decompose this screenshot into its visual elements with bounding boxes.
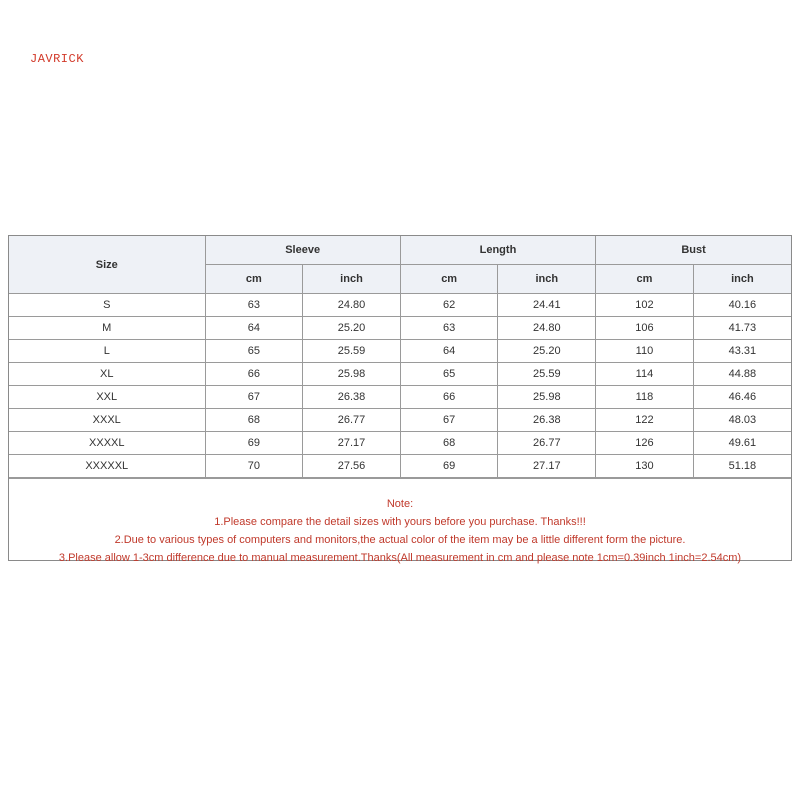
measurement-cell: 126 [596,432,694,455]
measurement-cell: 67 [205,386,303,409]
size-cell: M [9,317,205,340]
brand-watermark: JAVRICK [30,52,84,66]
measurement-cell: 24.41 [498,294,596,317]
table-row [9,386,791,409]
measurement-cell: 41.73 [693,317,791,340]
measurement-cell: 26.77 [303,409,401,432]
measurement-cell: 24.80 [303,294,401,317]
measurement-cell: 63 [205,294,303,317]
measurement-cell: 118 [596,386,694,409]
size-cell: XXXXL [9,432,205,455]
unit-header: inch [498,265,596,294]
size-table [9,236,791,478]
measurement-cell: 27.17 [303,432,401,455]
measurement-cell: 70 [205,455,303,478]
measurement-cell: 48.03 [693,409,791,432]
measurement-cell: 49.61 [693,432,791,455]
measurement-cell: 65 [400,363,498,386]
measurement-cell: 25.98 [303,363,401,386]
measurement-cell: 51.18 [693,455,791,478]
measurement-cell: 69 [400,455,498,478]
table-row [9,317,791,340]
notes-title: Note: [386,498,414,510]
size-chart [8,235,792,564]
measurement-cell: 25.98 [498,386,596,409]
unit-header: inch [693,265,791,294]
measurement-cell: 114 [596,363,694,386]
size-cell: XXL [9,386,205,409]
measurement-cell: 25.20 [498,340,596,363]
table-row [9,455,791,478]
unit-header: cm [205,265,303,294]
size-cell: L [9,340,205,363]
measurement-cell: 63 [400,317,498,340]
size-cell: XXXXXL [9,455,205,478]
measurement-cell: 27.17 [498,455,596,478]
measurement-cell: 25.59 [303,340,401,363]
bust-header: Bust [596,236,791,265]
measurement-cell: 110 [596,340,694,363]
unit-header: inch [303,265,401,294]
measurement-cell: 66 [205,363,303,386]
measurement-cell: 46.46 [693,386,791,409]
note-line: 3.Please allow 1-3cm difference due to manual measurement.Thanks(All measurement in cm and please note 1cm=0.39inch 1inch=2.54cm) [58,552,742,564]
measurement-cell: 26.38 [303,386,401,409]
notes-section [9,478,791,564]
measurement-cell: 24.80 [498,317,596,340]
measurement-cell: 25.59 [498,363,596,386]
measurement-cell: 64 [205,317,303,340]
table-row [9,409,791,432]
measurement-cell: 102 [596,294,694,317]
measurement-cell: 68 [400,432,498,455]
measurement-cell: 122 [596,409,694,432]
table-row [9,363,791,386]
sleeve-header: Sleeve [205,236,400,265]
size-column-header: Size [9,236,205,294]
length-header: Length [400,236,595,265]
measurement-cell: 26.38 [498,409,596,432]
size-cell: XL [9,363,205,386]
measurement-cell: 27.56 [303,455,401,478]
table-row [9,432,791,455]
measurement-cell: 106 [596,317,694,340]
size-cell: S [9,294,205,317]
measurement-cell: 44.88 [693,363,791,386]
measurement-cell: 69 [205,432,303,455]
size-cell: XXXL [9,409,205,432]
measurement-cell: 43.31 [693,340,791,363]
note-line: 2.Due to various types of computers and monitors,the actual color of the item may be a little different form the picture. [114,534,686,546]
group-header-row [9,236,791,265]
measurement-cell: 68 [205,409,303,432]
measurement-cell: 25.20 [303,317,401,340]
table-row [9,340,791,363]
measurement-cell: 40.16 [693,294,791,317]
table-row [9,294,791,317]
unit-header: cm [596,265,694,294]
measurement-cell: 67 [400,409,498,432]
measurement-cell: 66 [400,386,498,409]
measurement-cell: 65 [205,340,303,363]
unit-header: cm [400,265,498,294]
measurement-cell: 130 [596,455,694,478]
measurement-cell: 26.77 [498,432,596,455]
note-line: 1.Please compare the detail sizes with yours before you purchase. Thanks!!! [214,516,586,528]
measurement-cell: 64 [400,340,498,363]
table-body [9,294,791,478]
measurement-cell: 62 [400,294,498,317]
